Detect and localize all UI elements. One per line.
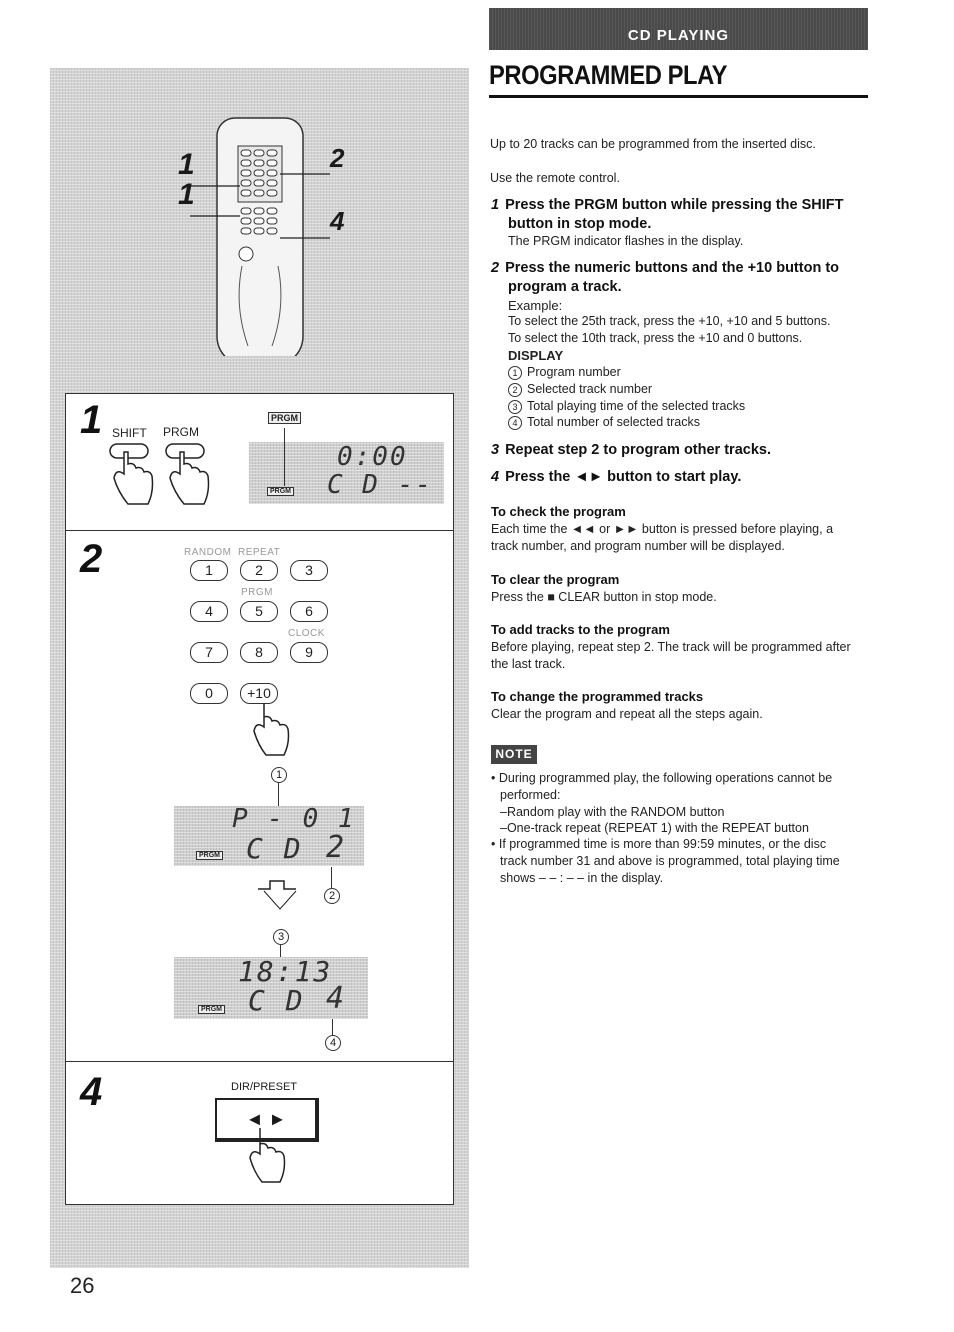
remote-callout-2: 2 (330, 143, 345, 173)
lcd1-track-label: C D (246, 832, 303, 865)
step1-lcd-display (249, 442, 444, 504)
hand-pressing-dir-preset-icon (246, 1124, 286, 1184)
hands-pressing-shift-prgm-icon (106, 440, 216, 510)
lcd2-prgm-indicator: PRGM (198, 1005, 225, 1014)
callout-1: 1 (271, 767, 287, 783)
callout-3: 3 (273, 929, 289, 945)
check-program-heading: To check the program (491, 504, 626, 519)
display-item-2: 2 Selected track number (508, 381, 652, 398)
key-2: 2 (240, 560, 278, 581)
check-program-line-1: Each time the ◄◄ or ►► button is pressed before playing, a (491, 522, 834, 536)
prgm-indicator-callout: PRGM (268, 412, 301, 424)
down-arrow-icon (254, 879, 304, 913)
repeat-label: REPEAT (238, 547, 281, 558)
step1-lcd-time: 0:00 (337, 442, 408, 472)
callout-2-line (331, 867, 332, 889)
check-program-line-2: track number, and program number will be displayed. (491, 539, 785, 553)
page-number: 26 (70, 1273, 95, 1298)
step1-illustration-box (65, 393, 454, 531)
prgm-key-label: PRGM (241, 587, 273, 598)
note-line-6: track number 31 and above is programmed, total playing time (500, 854, 840, 868)
note-line-1: • During programmed play, the following operations cannot be (491, 771, 833, 785)
step2-example-2: To select the 10th track, press the +10 and 0 buttons. (508, 331, 803, 345)
note-line-4: –One-track repeat (REPEAT 1) with the REPEAT button (500, 821, 809, 835)
step2-lcd-display-2 (174, 957, 368, 1019)
step2-illustration-box (65, 530, 454, 1062)
intro-line-1: Up to 20 tracks can be programmed from the inserted disc. (490, 137, 816, 151)
prgm-label: PRGM (163, 425, 199, 439)
hand-pressing-plus10-icon (252, 699, 292, 759)
step3-number: 3 (491, 442, 500, 458)
step4-illustration-number: 4 (80, 1070, 103, 1114)
lcd1-program-number: P - 0 1 (232, 804, 356, 834)
play-direction-symbol: ◄ ► (245, 1109, 287, 1129)
remote-callout-1a: 1 (178, 148, 195, 181)
key-0: 0 (190, 683, 228, 704)
lcd2-total-tracks: 4 (326, 981, 347, 1016)
remote-callout-4: 4 (330, 206, 345, 236)
step2-illustration-number: 2 (80, 537, 103, 581)
illustration-panel (50, 68, 469, 1268)
step4-number: 4 (491, 469, 500, 485)
change-tracks-heading: To change the programmed tracks (491, 689, 704, 704)
dir-preset-label: DIR/PRESET (231, 1081, 298, 1093)
display-item-3: 3 Total playing time of the selected tracks (508, 398, 745, 415)
key-4: 4 (190, 601, 228, 622)
page-title: PROGRAMMED PLAY (489, 60, 728, 90)
note-line-3: –Random play with the RANDOM button (500, 805, 725, 819)
step1-illustration-number: 1 (80, 398, 103, 442)
step1-body: The PRGM indicator flashes in the display. (508, 234, 744, 248)
key-7: 7 (190, 642, 228, 663)
intro-line-2: Use the remote control. (490, 171, 620, 185)
display-item-1: 1 Program number (508, 364, 621, 381)
lcd1-prgm-indicator: PRGM (196, 851, 223, 860)
step1-heading-cont: button in stop mode. (508, 216, 652, 232)
clear-program-heading: To clear the program (491, 572, 620, 587)
callout-4: 4 (325, 1035, 341, 1051)
change-tracks-line-1: Clear the program and repeat all the steps again. (491, 707, 763, 721)
title-rule (489, 95, 868, 98)
note-line-2: performed: (500, 788, 561, 802)
section-banner: CD PLAYING (489, 8, 868, 50)
step2-heading-cont: program a track. (508, 279, 622, 295)
add-tracks-heading: To add tracks to the program (491, 622, 670, 637)
lcd2-total-time: 18:13 (238, 955, 333, 988)
lcd2-track-label: C D (248, 984, 305, 1017)
add-tracks-line-2: the last track. (491, 657, 566, 671)
step1-number: 1 (491, 197, 500, 213)
key-1: 1 (190, 560, 228, 581)
add-tracks-line-1: Before playing, repeat step 2. The track will be programmed after (491, 640, 851, 654)
step4-illustration-box (65, 1061, 454, 1205)
display-heading: DISPLAY (508, 348, 564, 363)
step4-heading: 4 Press the ◄► button to start play. (491, 469, 742, 485)
prgm-leader-line (284, 428, 285, 486)
note-badge: NOTE (491, 745, 537, 764)
display-item-4: 4 Total number of selected tracks (508, 414, 700, 431)
step2-example-1: To select the 25th track, press the +10, +10 and 5 buttons. (508, 314, 831, 328)
step3-heading: 3 Repeat step 2 to program other tracks. (491, 442, 771, 458)
lcd1-selected-track: 2 (326, 830, 347, 865)
key-6: 6 (290, 601, 328, 622)
key-8: 8 (240, 642, 278, 663)
note-line-7: shows – – : – – in the display. (500, 871, 664, 885)
step1-heading: 1 Press the PRGM button while pressing the SHIFT (491, 197, 844, 213)
key-9: 9 (290, 642, 328, 663)
shift-label: SHIFT (112, 426, 147, 440)
key-3: 3 (290, 560, 328, 581)
step1-lcd-prgm-indicator: PRGM (267, 487, 294, 496)
clock-label: CLOCK (288, 628, 325, 639)
callout-2: 2 (324, 888, 340, 904)
note-line-5: • If programmed time is more than 99:59 minutes, or the disc (491, 837, 827, 851)
step1-lcd-track: C D -- (327, 470, 433, 500)
key-plus10: +10 (240, 683, 278, 704)
key-5: 5 (240, 601, 278, 622)
step2-lcd-display-1 (174, 806, 364, 866)
step2-heading: 2 Press the numeric buttons and the +10 button to (491, 260, 840, 276)
callout-4-line (332, 1019, 333, 1035)
remote-callout-1b: 1 (178, 178, 195, 211)
step2-number: 2 (491, 260, 500, 276)
clear-program-line-1: Press the ■ CLEAR button in stop mode. (491, 590, 717, 604)
step2-example-label: Example: (508, 298, 563, 313)
random-label: RANDOM (184, 547, 232, 558)
